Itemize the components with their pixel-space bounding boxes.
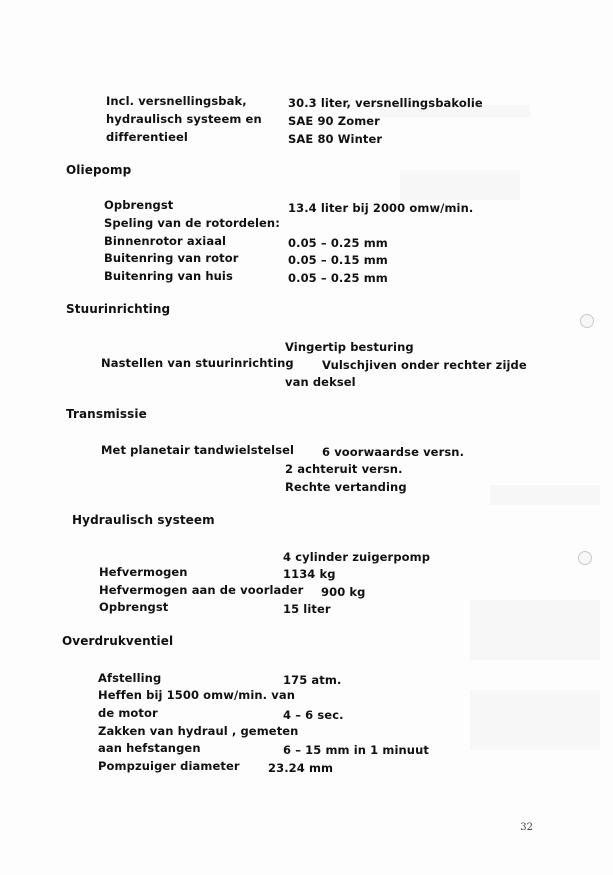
- gearbox-value-line3: SAE 80 Winter: [288, 132, 383, 146]
- transmission-value-line3: Rechte vertanding: [285, 480, 407, 494]
- oilpump-buitenring-rotor-value: 0.05 – 0.15 mm: [288, 253, 388, 267]
- oilpump-buitenring-rotor-label: Buitenring van rotor: [104, 251, 239, 265]
- relief-heffen-label-line2: de motor: [98, 706, 158, 720]
- relief-heffen-value: 4 – 6 sec.: [283, 708, 344, 722]
- transmission-label: Met planetair tandwielstelsel: [101, 443, 295, 457]
- hydraulic-pump-value: 4 cylinder zuigerpomp: [283, 550, 431, 564]
- relief-zakken-label-line2: aan hefstangen: [98, 741, 201, 755]
- oilpump-buitenring-huis-value: 0.05 – 0.25 mm: [288, 271, 388, 285]
- steering-adjust-value-line2: van deksel: [285, 375, 356, 389]
- gearbox-value-line1: 30.3 liter, versnellingsbakolie: [288, 96, 483, 110]
- gearbox-label-line2: hydraulisch systeem en: [106, 112, 262, 126]
- relief-afstelling-label: Afstelling: [98, 671, 162, 685]
- section-heading-hydraulisch-systeem: Hydraulisch systeem: [72, 513, 215, 527]
- oilpump-opbrengst-value: 13.4 liter bij 2000 omw/min.: [288, 201, 474, 215]
- scan-artifact: [470, 600, 600, 660]
- oilpump-buitenring-huis-label: Buitenring van huis: [104, 269, 233, 283]
- scan-artifact: [470, 690, 600, 750]
- section-heading-oliepomp: Oliepomp: [66, 163, 132, 177]
- oilpump-opbrengst-label: Opbrengst: [104, 198, 174, 212]
- hydraulic-opbrengst-value: 15 liter: [283, 602, 331, 616]
- relief-pompzuiger-value: 23.24 mm: [268, 761, 334, 775]
- hydraulic-hefvermogen-label: Hefvermogen: [99, 565, 188, 579]
- relief-zakken-label-line1: Zakken van hydraul , gemeten: [98, 724, 299, 738]
- gearbox-label-line3: differentieel: [106, 130, 188, 144]
- section-heading-transmissie: Transmissie: [66, 407, 147, 421]
- steering-type-value: Vingertip besturing: [285, 340, 414, 354]
- transmission-value-line2: 2 achteruit versn.: [285, 462, 403, 476]
- steering-adjust-value-line1: Vulschjiven onder rechter zijde: [322, 358, 527, 372]
- punch-hole-bottom: [578, 551, 592, 565]
- section-heading-stuurinrichting: Stuurinrichting: [66, 302, 171, 316]
- punch-hole-top: [580, 314, 594, 328]
- scan-artifact: [400, 170, 520, 200]
- relief-pompzuiger-label: Pompzuiger diameter: [98, 759, 240, 773]
- relief-zakken-value: 6 – 15 mm in 1 minuut: [283, 743, 429, 757]
- page-number: 32: [520, 822, 533, 833]
- hydraulic-voorlader-value: 900 kg: [321, 585, 366, 599]
- scan-artifact: [490, 485, 600, 505]
- gearbox-value-line2: SAE 90 Zomer: [288, 114, 380, 128]
- oilpump-speling-label: Speling van de rotordelen:: [104, 216, 280, 230]
- relief-heffen-label-line1: Heffen bij 1500 omw/min. van: [98, 688, 295, 702]
- hydraulic-opbrengst-label: Opbrengst: [99, 600, 169, 614]
- steering-adjust-label: Nastellen van stuurinrichting: [101, 356, 294, 370]
- transmission-value-line1: 6 voorwaardse versn.: [322, 445, 465, 459]
- section-heading-overdrukventiel: Overdrukventiel: [62, 634, 174, 648]
- hydraulic-hefvermogen-value: 1134 kg: [283, 567, 336, 581]
- relief-afstelling-value: 175 atm.: [283, 673, 342, 687]
- hydraulic-voorlader-label: Hefvermogen aan de voorlader: [99, 583, 304, 597]
- oilpump-binnenrotor-label: Binnenrotor axiaal: [104, 234, 227, 248]
- gearbox-label-line1: Incl. versnellingsbak,: [106, 94, 247, 108]
- oilpump-binnenrotor-value: 0.05 – 0.25 mm: [288, 236, 388, 250]
